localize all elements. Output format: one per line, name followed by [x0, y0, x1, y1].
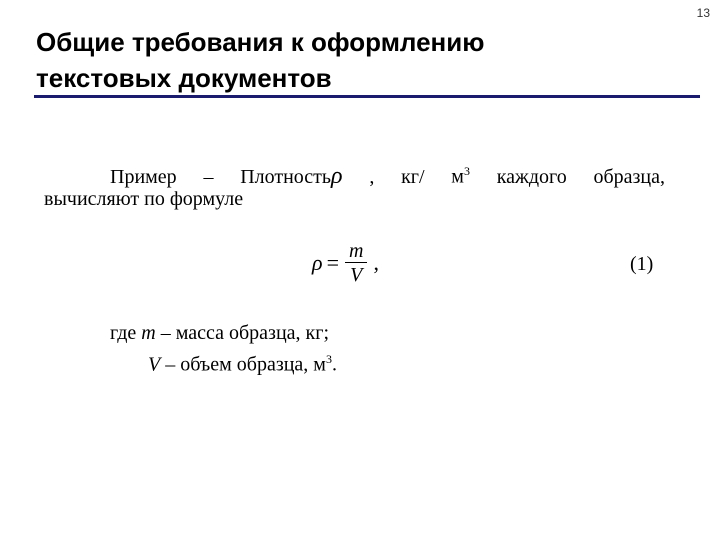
legend-v-text: – объем образца, м: [160, 353, 326, 376]
slide-title-line-2: текстовых документов: [36, 63, 332, 93]
legend-v-symbol: V: [148, 353, 161, 376]
example-comma: ,: [369, 165, 375, 188]
example-paragraph-line-1: [110, 158, 665, 190]
legend-mass: [110, 320, 329, 346]
formula-denominator: V: [350, 263, 363, 286]
example-word-density: Плотностьρ: [240, 162, 343, 189]
title-divider: [34, 95, 700, 98]
formula-number: (1): [630, 253, 654, 275]
rho-symbol: ρ: [331, 162, 343, 189]
example-paragraph-line-2: вычисляют по формуле: [44, 188, 244, 210]
slide-title-line-1: Общие требования к оформлению: [36, 27, 485, 57]
legend-where: где: [110, 322, 137, 344]
legend-v-end: .: [331, 353, 337, 376]
formula-fraction: [345, 240, 367, 287]
formula-equals: =: [326, 250, 339, 275]
formula-rho: ρ: [312, 250, 323, 275]
slide-title: [36, 24, 484, 96]
density-formula: [312, 238, 379, 288]
formula-numerator: m: [348, 239, 364, 262]
example-word-primer: Пример: [110, 165, 177, 188]
example-unit-kg: кг/: [401, 165, 425, 188]
legend-m-text: – масса образца, кг;: [155, 322, 329, 344]
example-dash: –: [203, 165, 214, 188]
example-word-each: каждого: [496, 165, 567, 188]
legend-volume: [148, 346, 337, 378]
legend-v-exp: 3: [325, 352, 332, 366]
formula-trailing-comma: ,: [373, 250, 379, 275]
legend-m-symbol: m: [141, 322, 156, 344]
example-word-sample: образца,: [593, 165, 665, 188]
page-number: 13: [696, 6, 710, 20]
example-unit-m3: $м^3$: [451, 164, 470, 188]
